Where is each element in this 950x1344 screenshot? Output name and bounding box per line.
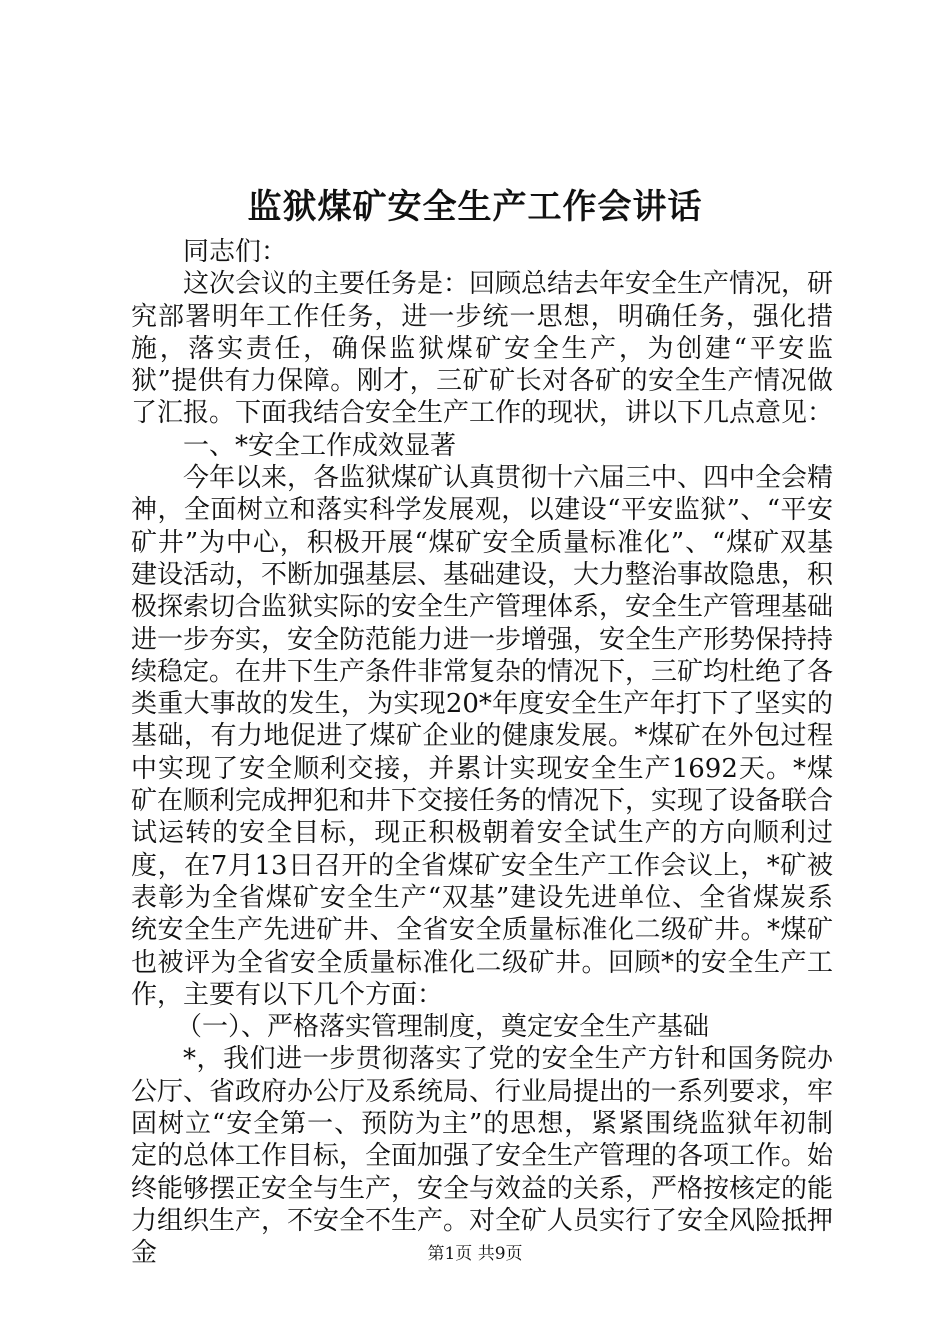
document-title: 监狱煤矿安全生产工作会讲话 (247, 187, 703, 227)
paragraph-management: *，我们进一步贯彻落实了党的安全生产方针和国务院办公厅、省政府办公厅及系统局、行业局提出的一系列要求，牢固树立“安全第一、预防为主”的思想，紧紧围绕监狱年初制定的总体工作目标，全面加强了安全生产管理的各项工作。始终能够摆正安全与生产，安全与效益的关系，严格按核定的能力组织生产，不安全不生产。对全矿人员实行了安全风险抵押金 (131, 1044, 834, 1269)
page-footer: 第1页 共9页 (427, 1244, 523, 1264)
section-heading-1: 一、*安全工作成效显著 (183, 430, 457, 461)
paragraph-intro: 这次会议的主要任务是：回顾总结去年安全生产情况，研究部署明年工作任务，进一步统一思想，明确任务，强化措施，落实责任，确保监狱煤矿安全生产，为创建“平安监狱”提供有力保障。刚才，三矿矿长对各矿的安全生产情况做了汇报。下面我结合安全生产工作的现状，讲以下几点意见： (131, 269, 834, 429)
document-body (131, 236, 833, 1270)
paragraph-achievements: 今年以来，各监狱煤矿认真贯彻十六届三中、四中全会精神，全面树立和落实科学发展观，以建设“平安监狱”、“平安矿井”为中心，积极开展“煤矿安全质量标准化”、“煤矿双基建设活动，不断加强基层、基础建设，大力整治事故隐患，积极探索切合监狱实际的安全生产管理体系，安全生产管理基础进一步夯实，安全防范能力进一步增强，安全生产形势保持持续稳定。在井下生产条件非常复杂的情况下，三矿均杜绝了各类重大事故的发生，为实现20*年度安全生产年打下了坚实的基础，有力地促进了煤矿企业的健康发展。*煤矿在外包过程中实现了安全顺利交接，并累计实现安全生产1692天。*煤矿在顺利完成押犯和井下交接任务的情况下，实现了设备联合试运转的安全目标，现正积极朝着安全试生产的方向顺利过度，在7月13日召开的全省煤矿安全生产工作会议上，*矿被表彰为全省煤矿安全生产“双基”建设先进单位、全省煤炭系统安全生产先进矿井、全省安全质量标准化二级矿井。*煤矿也被评为全省安全质量标准化二级矿井。回顾*的安全生产工作，主要有以下几个方面： (131, 463, 834, 1010)
salutation: 同志们： (183, 237, 288, 267)
subsection-heading-1: （一）、严格落实管理制度，奠定安全生产基础 (176, 1012, 710, 1043)
